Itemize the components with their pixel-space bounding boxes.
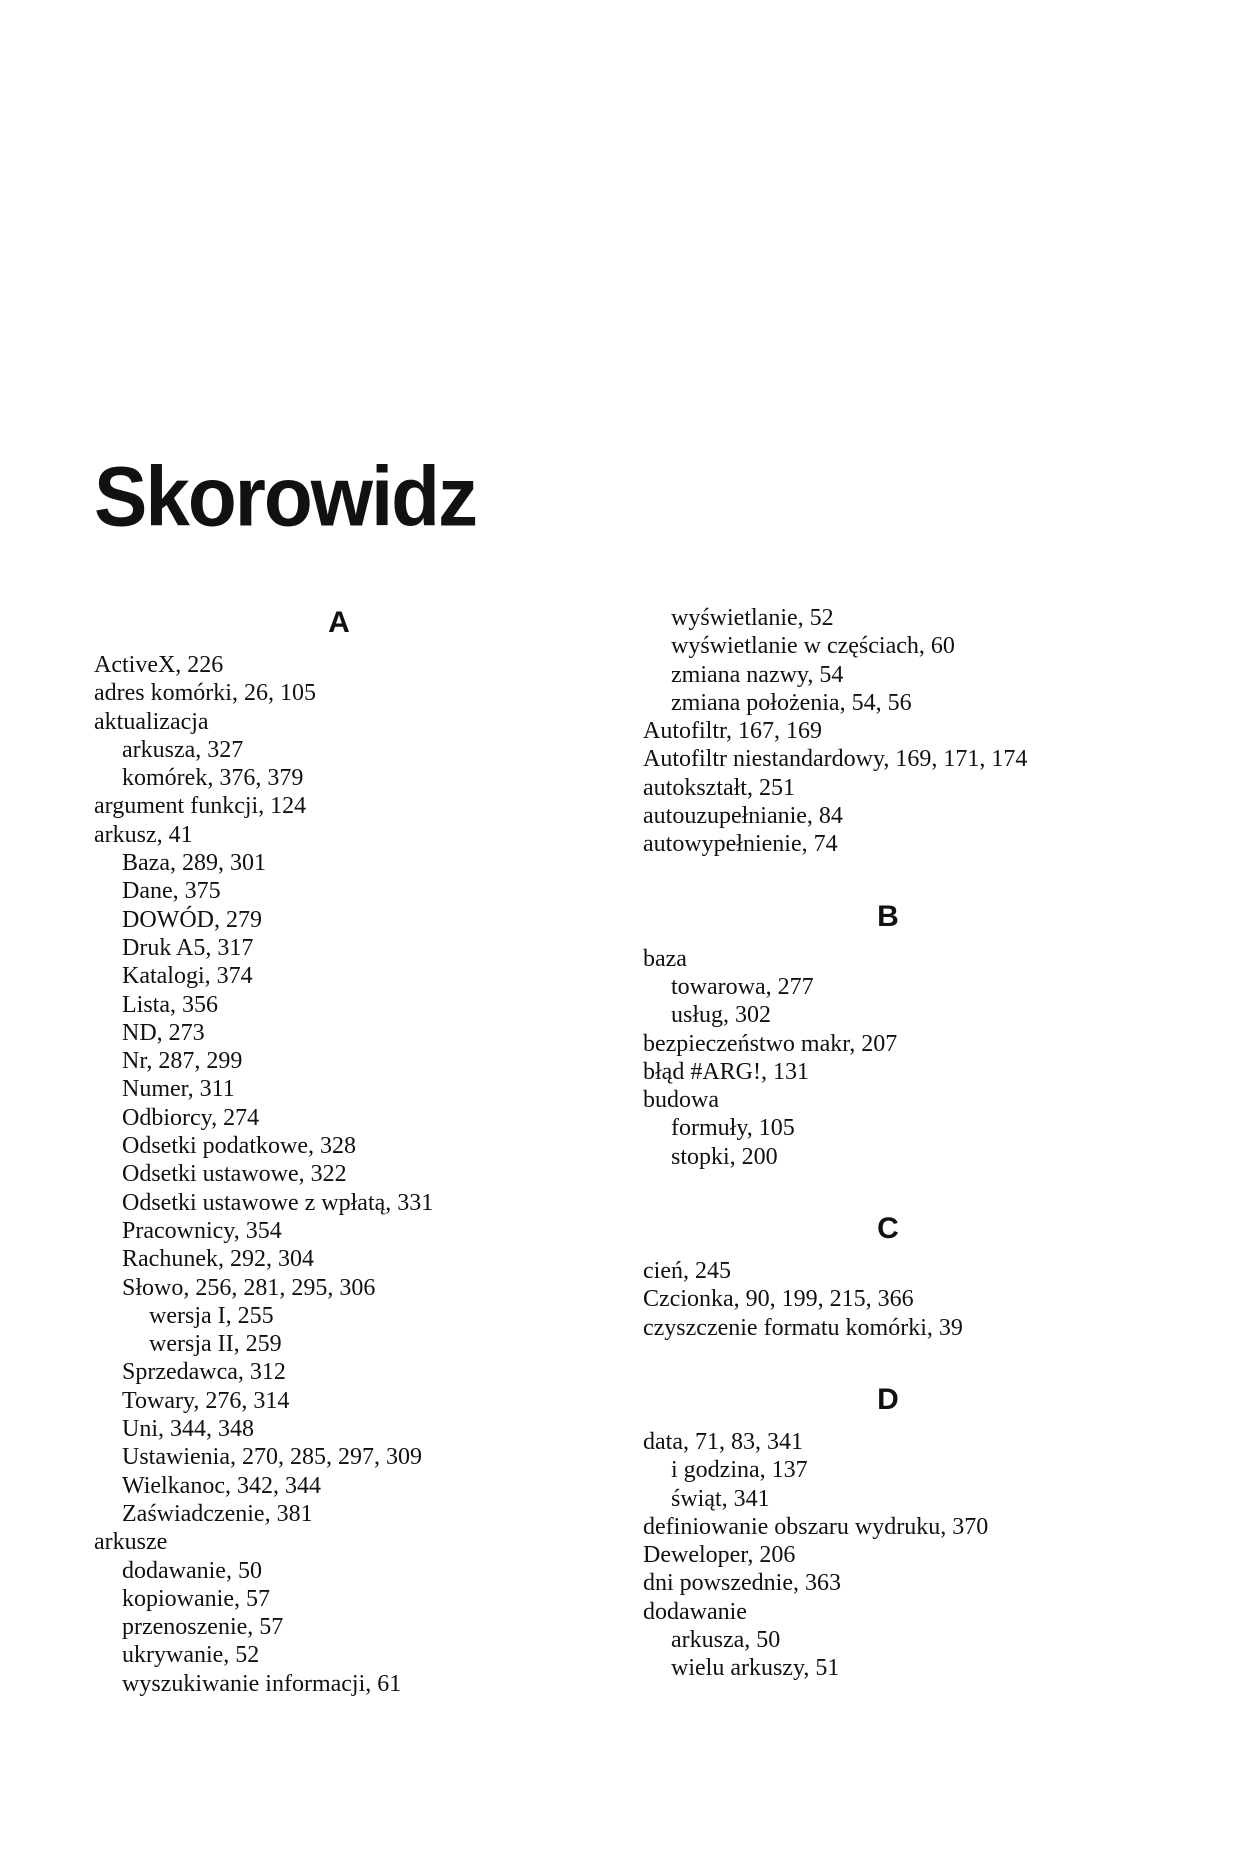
index-subentry: Odsetki ustawowe z wpłatą, 331: [122, 1189, 434, 1216]
index-entry: adres komórki, 26, 105: [94, 680, 316, 707]
index-entry: aktualizacja: [94, 708, 209, 735]
index-subentry: Numer, 311: [122, 1076, 235, 1103]
index-subentry: zmiana nazwy, 54: [671, 661, 844, 688]
index-column-right: [643, 604, 1163, 1683]
index-subentry: wersja I, 255: [149, 1302, 274, 1329]
index-entry: Deweloper, 206: [643, 1542, 796, 1569]
index-subentry: i godzina, 137: [671, 1457, 808, 1484]
index-subentry: usług, 302: [671, 1002, 772, 1029]
index-subentry: Dane, 375: [122, 878, 221, 905]
index-subentry: Lista, 356: [122, 991, 218, 1018]
index-subentry: Zaświadczenie, 381: [122, 1500, 313, 1527]
index-subentry: towarowa, 277: [671, 973, 814, 1000]
index-entry: arkusze: [94, 1529, 168, 1556]
index-subentry: Odsetki ustawowe, 322: [122, 1161, 347, 1188]
index-entry: autokształt, 251: [643, 774, 795, 801]
index-subentry: przenoszenie, 57: [122, 1614, 284, 1641]
index-entry: definiowanie obszaru wydruku, 370: [643, 1513, 989, 1540]
index-subentry: dodawanie, 50: [122, 1557, 262, 1584]
index-column-left: [94, 604, 614, 1698]
index-subentry: świąt, 341: [671, 1485, 770, 1512]
index-subentry: kopiowanie, 57: [122, 1585, 270, 1612]
index-subentry: Baza, 289, 301: [122, 850, 266, 877]
index-entry: Autofiltr, 167, 169: [643, 718, 823, 745]
index-subentry: Słowo, 256, 281, 295, 306: [122, 1274, 376, 1301]
section-letter-b: B: [877, 899, 899, 933]
index-subentry: Nr, 287, 299: [122, 1048, 243, 1075]
index-subentry: ND, 273: [122, 1019, 205, 1046]
index-subentry: Rachunek, 292, 304: [122, 1246, 314, 1273]
index-entry: czyszczenie formatu komórki, 39: [643, 1314, 963, 1341]
section-letter-a: A: [328, 606, 350, 639]
index-subentry: wyświetlanie w częściach, 60: [671, 633, 955, 660]
index-subentry: Towary, 276, 314: [122, 1387, 290, 1414]
index-entry: budowa: [643, 1087, 719, 1114]
index-subentry: komórek, 376, 379: [122, 765, 304, 792]
index-subentry: Sprzedawca, 312: [122, 1359, 286, 1386]
index-entry: data, 71, 83, 341: [643, 1428, 803, 1455]
index-subentry: Ustawienia, 270, 285, 297, 309: [122, 1444, 422, 1471]
section-letter-c: C: [877, 1212, 899, 1246]
index-subentry: arkusza, 50: [671, 1627, 781, 1654]
index-entry: dodawanie: [643, 1598, 747, 1625]
index-subentry: formuły, 105: [671, 1115, 795, 1142]
index-entry: cień, 245: [643, 1258, 731, 1285]
index-subentry: arkusza, 327: [122, 736, 244, 763]
index-subentry: wyświetlanie, 52: [671, 605, 834, 631]
index-subentry: Katalogi, 374: [122, 963, 253, 990]
index-subentry: Uni, 344, 348: [122, 1416, 254, 1443]
index-subentry: zmiana położenia, 54, 56: [671, 689, 912, 716]
index-entry: autouzupełnianie, 84: [643, 803, 843, 830]
index-entry: ActiveX, 226: [94, 652, 224, 678]
index-entry: argument funkcji, 124: [94, 793, 307, 820]
index-subentry: wyszukiwanie informacji, 61: [122, 1670, 402, 1697]
index-subentry: wielu arkuszy, 51: [671, 1655, 840, 1682]
index-entry: bezpieczeństwo makr, 207: [643, 1030, 898, 1057]
index-entry: arkusz, 41: [94, 821, 193, 848]
section-letter-d: D: [877, 1382, 899, 1416]
index-subentry: stopki, 200: [671, 1143, 778, 1170]
index-entry: Czcionka, 90, 199, 215, 366: [643, 1286, 914, 1313]
index-subentry: Pracownicy, 354: [122, 1217, 282, 1244]
index-entry: baza: [643, 945, 687, 972]
index-entry: błąd #ARG!, 131: [643, 1058, 809, 1085]
index-entry: Autofiltr niestandardowy, 169, 171, 174: [643, 746, 1028, 773]
page-title: Skorowidz: [94, 449, 477, 544]
index-subentry: Wielkanoc, 342, 344: [122, 1472, 321, 1499]
index-entry: dni powszednie, 363: [643, 1570, 841, 1597]
index-subentry: wersja II, 259: [149, 1331, 282, 1358]
index-subentry: Druk A5, 317: [122, 934, 254, 961]
index-subentry: Odbiorcy, 274: [122, 1104, 260, 1131]
index-subentry: Odsetki podatkowe, 328: [122, 1133, 356, 1160]
index-subentry: ukrywanie, 52: [122, 1642, 260, 1669]
index-subentry: DOWÓD, 279: [122, 906, 262, 933]
index-entry: autowypełnienie, 74: [643, 831, 838, 858]
